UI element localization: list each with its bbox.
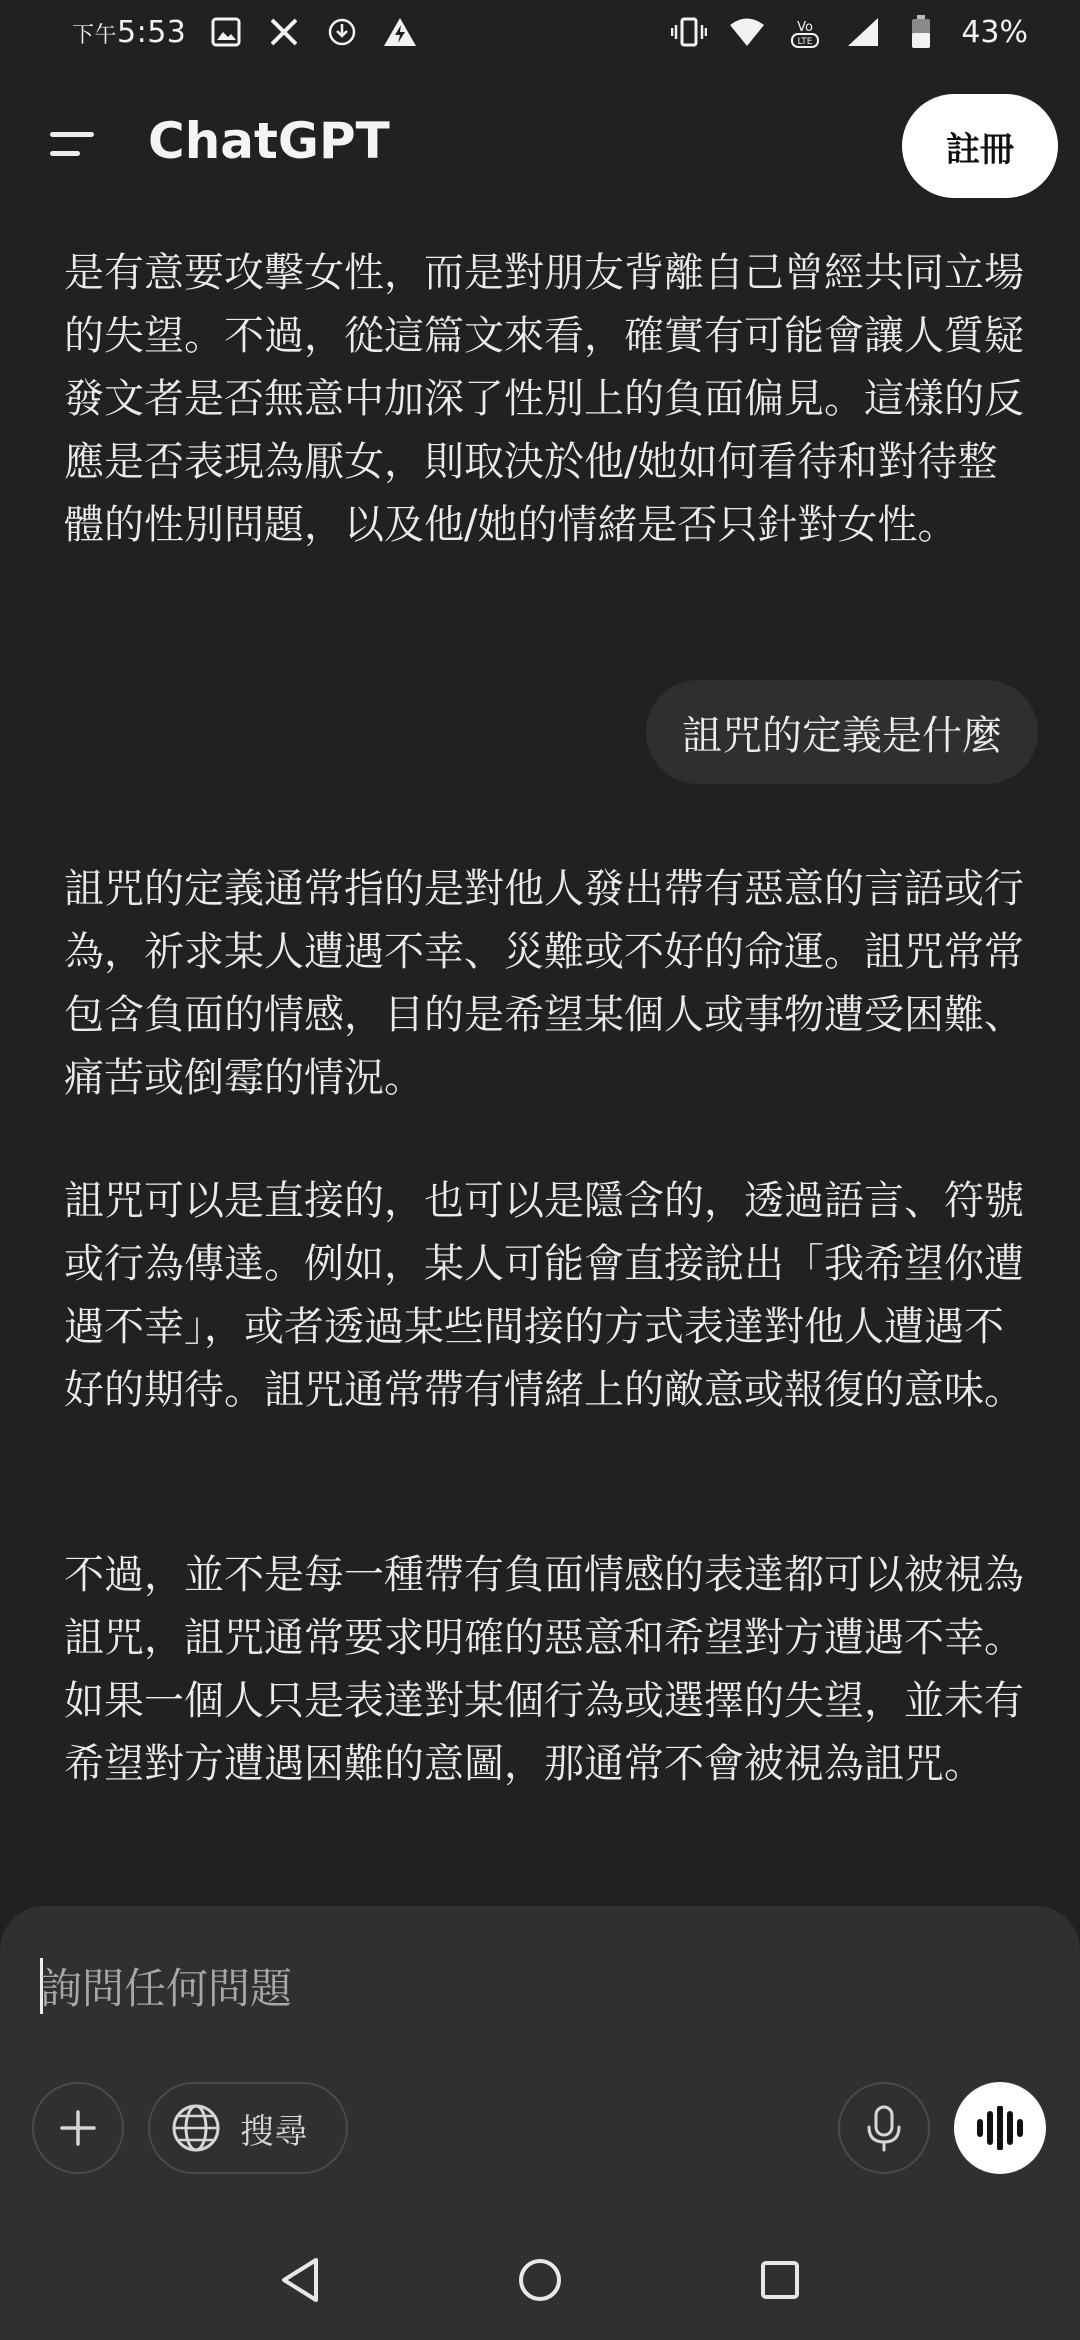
assistant-paragraph-2: 詛咒可以是直接的，也可以是隱含的，透過語言、符號或行為傳達。例如，某人可能會直接說出「我希望你遭遇不幸」，或者透過某些間接的方式表達對他人遭遇不好的期待。詛咒通常帶有情緒上的敵意或報復的意味。 [64, 1178, 1024, 1413]
battery-percent: 43% [961, 14, 1028, 50]
assistant-message-previous: 是有意要攻擊女性，而是對朋友背離自己曾經共同立場的失望。不過，從這篇文來看，確實有可能會讓人質疑發文者是否無意中加深了性別上的負面偏見。這樣的反應是否表現為厭女，則取決於他/她如何看待和對待整體的性別問題，以及他/她的情緒是否只針對女性。 [64, 250, 1024, 548]
search-label: 搜尋 [240, 2111, 308, 2152]
download-icon [324, 14, 360, 50]
status-bar [0, 0, 1080, 64]
system-nav-bar [0, 2220, 1080, 2340]
app-header [0, 90, 1080, 200]
chat-thread[interactable] [0, 228, 1080, 1908]
microphone-icon [862, 2104, 906, 2152]
status-bar-left [72, 14, 418, 50]
signal-icon [845, 14, 881, 50]
wifi-icon [729, 14, 765, 50]
signup-button[interactable]: 註冊 [902, 94, 1058, 198]
warning-icon [382, 14, 418, 50]
voice-waveform-icon [974, 2106, 1026, 2150]
menu-line [50, 132, 94, 137]
dictate-button[interactable] [838, 2082, 930, 2174]
app-title: ChatGPT [148, 112, 390, 170]
assistant-paragraph-1: 詛咒的定義通常指的是對他人發出帶有惡意的言語或行為，祈求某人遭遇不幸、災難或不好的命運。詛咒常常包含負面的情感，目的是希望某個人或事物遭受困難、痛苦或倒霉的情況。 [64, 866, 1024, 1101]
search-button[interactable] [148, 2082, 348, 2174]
status-bar-right [671, 14, 1028, 50]
voice-mode-button[interactable] [954, 2082, 1046, 2174]
plus-icon [56, 2106, 100, 2150]
vibrate-icon [671, 14, 707, 50]
add-attachment-button[interactable] [32, 2082, 124, 2174]
time-value: 5:53 [117, 14, 187, 50]
time-prefix: 下午 [72, 22, 118, 48]
assistant-paragraph-3: 不過，並不是每一種帶有負面情感的表達都可以被視為詛咒，詛咒通常要求明確的惡意和希望對方遭遇不幸。如果一個人只是表達對某個行為或選擇的失望，並未有希望對方遭遇困難的意圖，那通常不會被視為詛咒。 [64, 1552, 1024, 1787]
gallery-icon [208, 14, 244, 50]
battery-icon [903, 14, 939, 50]
menu-line [50, 151, 80, 156]
message-input[interactable]: 詢問任何問題 [40, 1964, 293, 2013]
home-icon[interactable] [512, 2252, 568, 2308]
svg-text:LTE: LTE [797, 37, 813, 47]
menu-button[interactable] [44, 118, 104, 174]
user-message-bubble: 詛咒的定義是什麼 [646, 680, 1038, 784]
volte-icon [787, 14, 823, 50]
x-app-icon [266, 14, 302, 50]
back-icon[interactable] [272, 2252, 328, 2308]
recents-icon[interactable] [752, 2252, 808, 2308]
globe-icon [170, 2102, 222, 2154]
svg-text:Vo: Vo [797, 20, 814, 35]
status-time [72, 15, 186, 50]
